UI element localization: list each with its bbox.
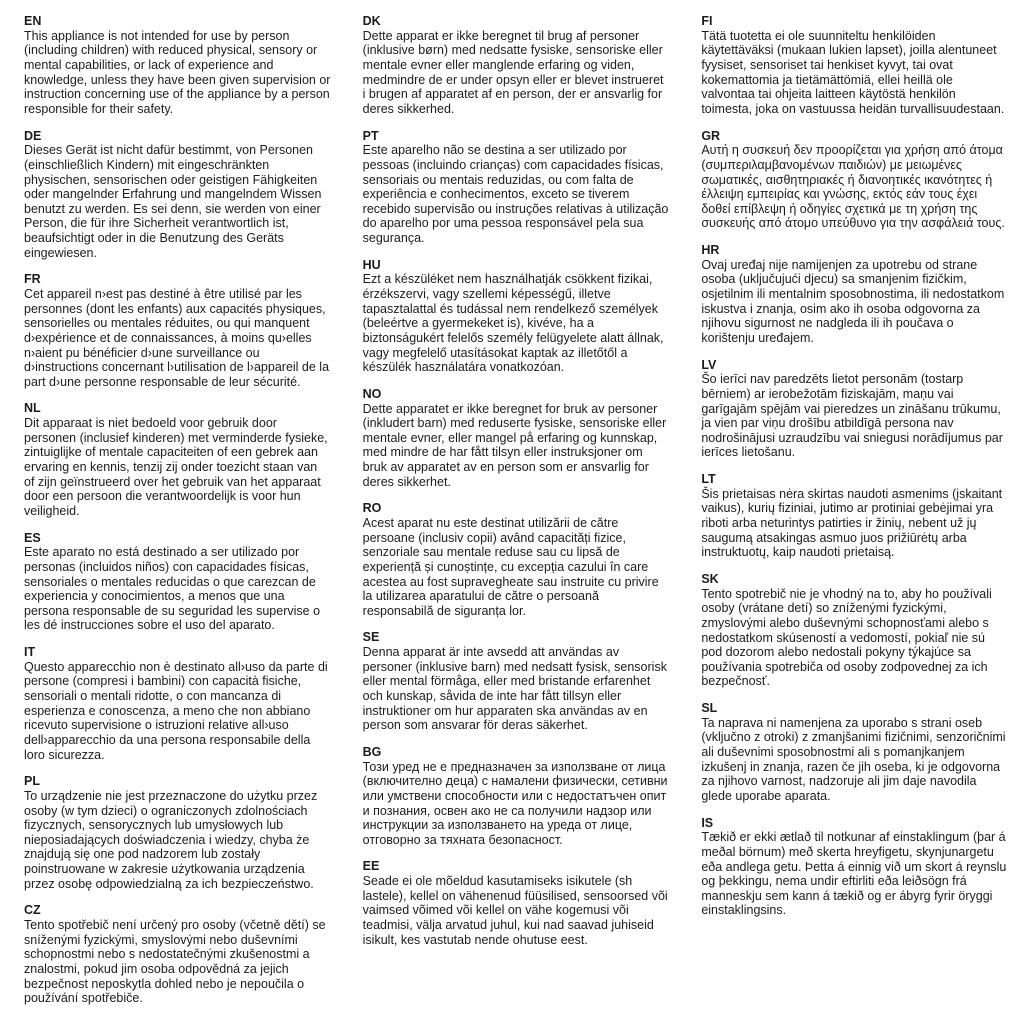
language-paragraph: Ovaj uređaj nije namijenjen za upotrebu od strane osoba (uključujući djecu) sa smanjenim fizičkim, osjetilnim ili mentalnim sposobnostima, ili nedostatkom iskustva i znanja, osim ako ih osoba odgovorna za njihovu sigurnost ne nadgleda ili ih poučava o korištenju uređajem. [701, 257, 1005, 345]
language-code-heading: PL [24, 774, 40, 789]
language-paragraph: Αυτή η συσκευή δεν προορίζεται για χρήση από άτομα (συμπεριλαμβανομένων παιδιών) με μειωμένες σωματικές, αισθητηριακές ή διανοητικές ικανότητες ή έλλειψη εμπειρίας και γνώσης, εκτός εάν τους έχει δοθεί επίβλεψη ή οδηγίες σχετικά με τη χρήση της συσκευής από άτομο υπεύθυνο για την ασφάλειά τους. [701, 143, 1005, 231]
language-paragraph: Dette apparatet er ikke beregnet for bruk av personer (inkludert barn) med reduserte fysiske, sensoriske eller mentale evner, eller mangel på erfaring og kunnskap, med mindre de har fått tilsyn eller instruksjoner om bruk av apparatet av en person som er ansvarlig for deres sikkerhet. [362, 401, 667, 489]
language-paragraph: Този уред не е предназначен за използване от лица (включително деца) с намалени физически, сетивни или умствени способности или с недостатъчен опит и познания, освен ако не са получили надзор или инструкции за използването на уреда от лице, отговорно за тяхната безопасност. [362, 759, 668, 847]
language-code-heading: CZ [24, 903, 41, 918]
language-section [701, 701, 1008, 804]
language-code-heading: EN [24, 14, 42, 28]
language-section [701, 129, 1008, 232]
language-section [701, 472, 1008, 560]
language-code-heading: IT [24, 645, 36, 659]
column-right [701, 14, 1008, 930]
language-paragraph: Šis prietaisas nėra skirtas naudoti asmenims (įskaitant vaikus), kurių fiziniai, jutimo ar protiniai gebėjimai yra riboti arba neturintys patirties ir žinių, nebent už jų saugumą atsakingas asmuo juos prižiūrėtų arba instruktuotų, kaip naudoti prietaisą. [701, 486, 1003, 560]
language-paragraph: Cet appareil n›est pas destiné à être utilisé par les personnes (dont les enfants) aux capacités physiques, sensorielles ou mentales réduites, ou qui manquent d›expérience et de connaissances, à moins qu›elles n›aient pu bénéficier d›une surveillance ou d›instructions concernant l›utilisation de l›appareil de la part d›une personne responsable de leur sécurité. [24, 287, 330, 389]
language-code-heading: FI [701, 14, 713, 28]
language-code-heading: ES [24, 530, 41, 545]
language-code-heading: IS [701, 815, 714, 830]
language-section [363, 14, 670, 117]
language-section [24, 129, 331, 261]
language-paragraph: Tätä tuotetta ei ole suunniteltu henkilöiden käytettäväksi (mukaan lukien lapset), joilla alentuneet fyysiset, sensoriset tai henkiset kyvyt, tai ovat kokemattomia ja tietämättömiä, ellei heillä ole valvontaa tai ohjeita laitteen käytöstä henkilön toimesta, joka on vastuussa heidän turvallisuudestaan. [701, 28, 1005, 116]
language-code-heading: NL [24, 401, 41, 416]
language-code-heading: HU [362, 257, 381, 272]
language-section [363, 258, 670, 375]
language-section [363, 387, 670, 490]
language-code-heading: BG [362, 744, 382, 759]
language-paragraph: This appliance is not intended for use by person (including children) with reduced physical, sensory or mental capabilities, or lack of experience and knowledge, unless they have been given supervision or instruction concerning use of the appliance by a person responsible for their safety. [24, 28, 331, 116]
language-code-heading: NO [362, 386, 382, 401]
language-section [701, 358, 1008, 461]
language-paragraph: Šo ierīci nav paredzēts lietot personām (tostarp bērniem) ar ierobežotām fiziskajām, maņu vai garīgajām spējām vai pieredzes un zināšanu trūkumu, ja vien par viņu drošību atbildīgā persona nav nodrošinājusi uzraudzību vai sniegusi norādījumus par ierīces lietošanu. [701, 372, 1003, 460]
language-section [24, 903, 331, 1006]
language-code-heading: PT [362, 128, 379, 143]
language-paragraph: Este aparato no está destinado a ser utilizado por personas (incluidos niños) con capacidades físicas, sensoriales o mentales reducidas o que carezcan de experiencia y conocimientos, a menos que una persona responsable de su seguridad les supervise o les dé instrucciones sobre el uso del aparato. [24, 545, 321, 633]
language-section [363, 859, 670, 947]
language-section [24, 774, 331, 891]
language-code-heading: EE [362, 859, 380, 874]
language-section [701, 572, 1008, 689]
language-paragraph: Ta naprava ni namenjena za uporabo s strani oseb (vključno z otroki) z zmanjšanimi fizičnimi, senzoričnimi ali duševnimi sposobnostmi ali s pomanjkanjem izkušenj in znanja, razen če jih oseba, ki je odgovorna za njihovo varnost, nadzoruje ali jim daje navodila glede uporabe aparata. [701, 715, 1006, 803]
language-paragraph: Acest aparat nu este destinat utilizării de către persoane (inclusiv copii) având capacități fizice, senzoriale sau mentale reduse sau cu lipsă de experiență și cunoștințe, cu excepția cazului în care acestea au fost supravegheate sau instruite cu privire la utilizarea aparatului de către o persoană responsabilă de siguranța lor. [362, 516, 659, 618]
language-code-heading: HR [701, 243, 720, 257]
language-paragraph: To urządzenie nie jest przeznaczone do użytku przez osoby (w tym dzieci) o ograniczonych zdolnościach fizycznych, sensorycznych lub umysłowych lub nieposiadających doświadczenia i wiedzy, chyba że znajdują się one pod nadzorem lub zostały poinstruowane w zakresie użytkowania urządzenia przez osobę odpowiedzialną za ich bezpieczeństwo. [24, 788, 318, 891]
language-paragraph: Questo apparecchio non è destinato all›uso da parte di persone (compresi i bambini) con capacità fisiche, sensoriali o mentali ridotte, o con mancanza di esperienza e conoscenza, a meno che non abbiano ricevuto supervisione o istruzioni relative all›uso dell›apparecchio da una persona responsabile della loro sicurezza. [24, 659, 328, 762]
language-section [701, 816, 1008, 919]
language-paragraph: Este aparelho não se destina a ser utilizado por pessoas (incluindo crianças) com capacidades físicas, sensoriais ou mentais reduzidas, ou com falta de experiência e conhecimentos, exceto se tiverem recebido supervisão ou instruções relativas à utilização do aparelho por uma pessoa responsável pela sua segurança. [362, 143, 669, 245]
language-paragraph: Dette apparat er ikke beregnet til brug af personer (inklusive børn) med nedsatte fysiske, sensoriske eller mentale evner eller manglende erfaring og viden, medmindre de er under opsyn eller er blevet instrueret i brugen af apparatet af en person, der er ansvarlig for deres sikkerhed. [362, 28, 664, 116]
language-paragraph: Tento spotřebič není určený pro osoby (včetně dětí) se sníženými fyzickými, smyslovými nebo duševními schopnostmi nebo s nedostatečnými zkušenostmi a znalostmi, pokud jim osoba odpovědná za jejich bezpečnost neposkytla dohled nebo je nepoučila o používání spotřebiče. [24, 918, 326, 1006]
column-middle [363, 14, 670, 959]
language-section [24, 401, 331, 518]
language-code-heading: GR [701, 128, 721, 143]
language-code-heading: SK [701, 571, 719, 586]
language-code-heading: LV [701, 357, 717, 372]
language-paragraph: Tækið er ekki ætlað til notkunar af einstaklingum (þar á meðal börnum) með skerta hreyfigetu, skynjunargetu eða andlega getu. Þetta á einnig við um skort á reynslu og þekkingu, nema undir eftirliti eða leiðsögn frá manneskju sem kann á tækið og er ábyrg fyrir öryggi einstaklingsins. [701, 830, 1007, 918]
language-code-heading: LT [701, 472, 716, 486]
language-paragraph: Tento spotrebič nie je vhodný na to, aby ho používali osoby (vrátane detí) so zníženými fyzickými, zmyslovými alebo duševnými schopnosťami alebo s nedostatkom skúseností a vedomostí, pokiaľ nie sú pod dozorom alebo nedostali pokyny týkajúce sa používania spotrebiča od osoby zodpovednej za ich bezpečnosť. [701, 586, 992, 689]
language-section [363, 129, 670, 246]
language-code-heading: RO [362, 501, 382, 516]
column-left [24, 14, 331, 1018]
language-code-heading: SE [362, 630, 380, 645]
language-section [363, 630, 670, 733]
language-paragraph: Ezt a készüléket nem használhatják csökkent fizikai, érzékszervi, vagy szellemi képességű, illetve tapasztalattal és tudással nem rendelkező személyek (beleértve a gyermekeket is), kivéve, ha a biztonságukért felelős személy felügyelete alatt állnak, vagy megfelelő utasításokat kaptak az illetőtől a készülék használatára vonatkozóan. [362, 272, 664, 375]
language-code-heading: DK [362, 14, 381, 28]
language-paragraph: Seade ei ole mõeldud kasutamiseks isikutele (sh lastele), kellel on vähenenud füüsilised, sensoorsed või vaimsed võimed või kellel on vähe kogemusi või teadmisi, välja arvatud juhul, kui nad saavad juhiseid isikult, kes vastutab nende ohutuse eest. [362, 874, 668, 947]
language-section [701, 14, 1008, 117]
language-paragraph: Dit apparaat is niet bedoeld voor gebruik door personen (inclusief kinderen) met verminderde fysieke, zintuiglijke of mentale capaciteiten of een gebrek aan ervaring en kennis, tenzij zij onder toezicht staan van of zijn geïnstrueerd over het gebruik van het apparaat door een persoon die verantwoordelijk is voor hun veiligheid. [24, 416, 328, 518]
language-section [363, 501, 670, 618]
language-code-heading: DE [24, 128, 42, 143]
language-section [24, 14, 331, 117]
language-paragraph: Denna apparat är inte avsedd att användas av personer (inklusive barn) med nedsatt fysisk, sensorisk eller mental förmåga, eller med bristande erfarenhet och kunskap, såvida de inte har fått tillsyn eller instruktioner om hur apparaten ska användas av en person som ansvarar för deras säkerhet. [362, 645, 667, 733]
language-section [701, 243, 1008, 346]
language-paragraph: Dieses Gerät ist nicht dafür bestimmt, von Personen (einschließlich Kindern) mit eingeschränkten physischen, sensorischen oder geistigen Fähigkeiten oder mangelnder Erfahrung und mangelndem Wissen benutzt zu werden. Es sei denn, sie werden von einer Person, die für ihre Sicherheit verantwortlich ist, beaufsichtigt oder in die Benutzung des Geräts eingewiesen. [24, 143, 322, 260]
language-section [363, 745, 670, 848]
language-section [24, 272, 331, 389]
language-section [24, 645, 331, 762]
language-section [24, 531, 331, 634]
language-code-heading: FR [24, 272, 41, 287]
language-code-heading: SL [701, 701, 718, 715]
